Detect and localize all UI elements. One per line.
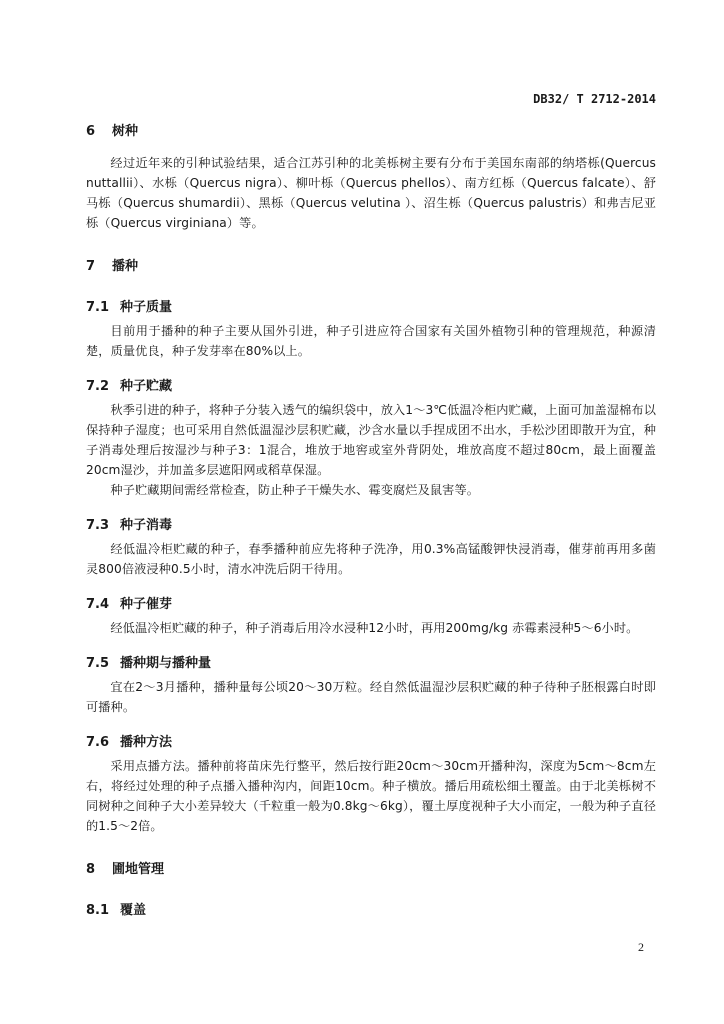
section-7-1-paragraph: 目前用于播种的种子主要从国外引进，种子引进应符合国家有关国外植物引种的管理规范，种源清楚，质量优良，种子发芽率在80%以上。 [86,324,656,358]
section-8-heading: 8 圃地管理 [86,862,165,877]
section-7-3-paragraph: 经低温冷柜贮藏的种子，春季播种前应先将种子洗净，用0.3%高锰酸钾快浸消毒，催芽前再用多菌灵800倍液浸种0.5小时，清水冲洗后阴干待用。 [86,542,656,576]
section-7-2-paragraph-2: 种子贮藏期间需经常检查，防止种子干燥失水、霉变腐烂及鼠害等。 [110,483,480,497]
section-7-2-heading: 7.2 种子贮藏 [86,379,173,394]
section-7-4-heading: 7.4 种子催芽 [86,597,173,612]
section-7-4-paragraph: 经低温冷柜贮藏的种子，种子消毒后用冷水浸种12小时，再用200mg/kg 赤霉素浸种5～6小时。 [110,621,639,635]
section-8-1-heading: 8.1 覆盖 [86,903,147,918]
section-7-2-paragraph: 秋季引进的种子，将种子分装入透气的编织袋中，放入1～3℃低温冷柜内贮藏，上面可加盖湿棉布以保持种子湿度；也可采用自然低温湿沙层积贮藏，沙含水量以手捏成团不出水，手松沙团即散开为宜，种子消毒处理后按湿沙与种子3：1混合，堆放于地窖或室外背阴处，堆放高度不超过80cm，最上面覆盖20cm湿沙，并加盖多层遮阳网或稻草保湿。 [86,403,656,477]
section-7-3-heading: 7.3 种子消毒 [86,518,173,533]
document-body [86,120,656,918]
section-7-6-paragraph: 采用点播方法。播种前将苗床先行整平，然后按行距20cm～30cm开播种沟，深度为5cm～8cm左右，将经过处理的种子点播入播种沟内，间距10cm。种子横放。播后用疏松细土覆盖。由于北美栎树不同树种之间种子大小差异较大（千粒重一般为0.8kg～6kg），覆土厚度视种子大小而定，一般为种子直径的1.5～2倍。 [86,759,656,833]
section-7-6-heading: 7.6 播种方法 [86,735,173,750]
section-6-heading: 6 树种 [86,124,139,139]
section-7-1-heading: 7.1 种子质量 [86,300,173,315]
document-code: DB32/ T 2712-2014 [533,92,656,106]
section-7-5-heading: 7.5 播种期与播种量 [86,656,212,671]
page-number: 2 [638,940,644,954]
section-7-heading: 7 播种 [86,259,139,274]
section-6-paragraph: 经过近年来的引种试验结果，适合江苏引种的北美栎树主要有分布于美国东南部的纳塔栎(Quercus nuttallii）、水栎（Quercus nigra）、柳叶栎（Quercus phellos）、南方红栎（Quercus falcate）、舒马栎（Quercus shumardii）、黑栎（Quercus velutina ）、沼生栎（Quercus palustris）和弗吉尼亚栎（Quercus virginiana）等。 [86,156,656,230]
section-7-5-paragraph: 宜在2～3月播种，播种量每公顷20～30万粒。经自然低温湿沙层积贮藏的种子待种子胚根露白时即可播种。 [86,680,656,714]
